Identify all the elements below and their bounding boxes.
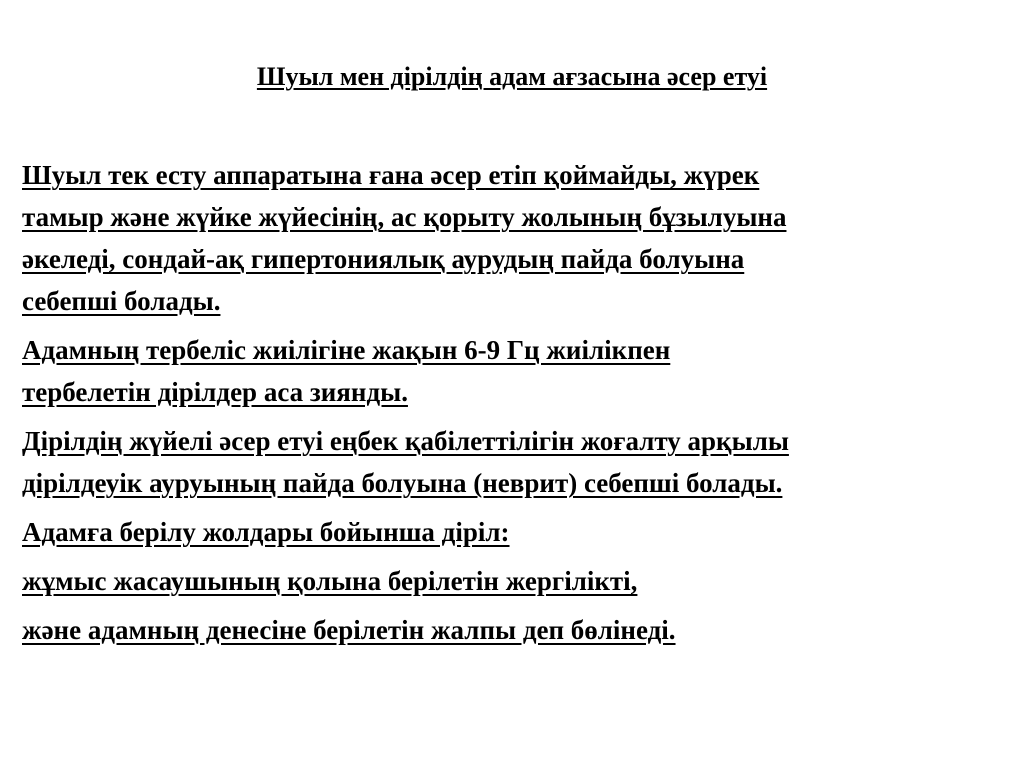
paragraph-noise-effects <box>22 154 1002 322</box>
paragraph-transmission-types <box>22 511 1002 553</box>
text-line: әкеледі, сондай-ақ гипертониялық аурудың пайда болуына <box>22 244 745 274</box>
paragraph-local-vibration <box>22 560 1002 602</box>
paragraph-vibration-disease <box>22 420 1002 504</box>
text-line: себепші болады. <box>22 286 221 316</box>
paragraph-general-vibration <box>22 609 1002 651</box>
text-line: Шуыл тек есту аппаратына ғана әсер етіп қоймайды, жүрек <box>22 160 760 190</box>
slide-body <box>22 154 1002 658</box>
text-line: дірілдеуік ауруының пайда болуына (неврит) себепші болады. <box>22 468 783 498</box>
slide-title: Шуыл мен дірілдің адам ағзасына әсер етуі <box>256 62 768 91</box>
text-line: Адамға берілу жолдары бойынша діріл: <box>22 517 510 547</box>
text-line: тамыр және жүйке жүйесінің, ас қорыту жолының бұзылуына <box>22 202 787 232</box>
text-line: Дірілдің жүйелі әсер етуі еңбек қабілеттілігін жоғалту арқылы <box>22 426 789 456</box>
paragraph-harmful-frequency <box>22 329 1002 413</box>
text-line: және адамның денесіне берілетін жалпы деп бөлінеді. <box>22 615 676 645</box>
text-line: жұмыс жасаушының қолына берілетін жергілікті, <box>22 566 638 596</box>
text-line: тербелетін дірілдер аса зиянды. <box>22 377 408 407</box>
text-line: Адамның тербеліс жиілігіне жақын 6-9 Гц жиілікпен <box>22 335 671 365</box>
